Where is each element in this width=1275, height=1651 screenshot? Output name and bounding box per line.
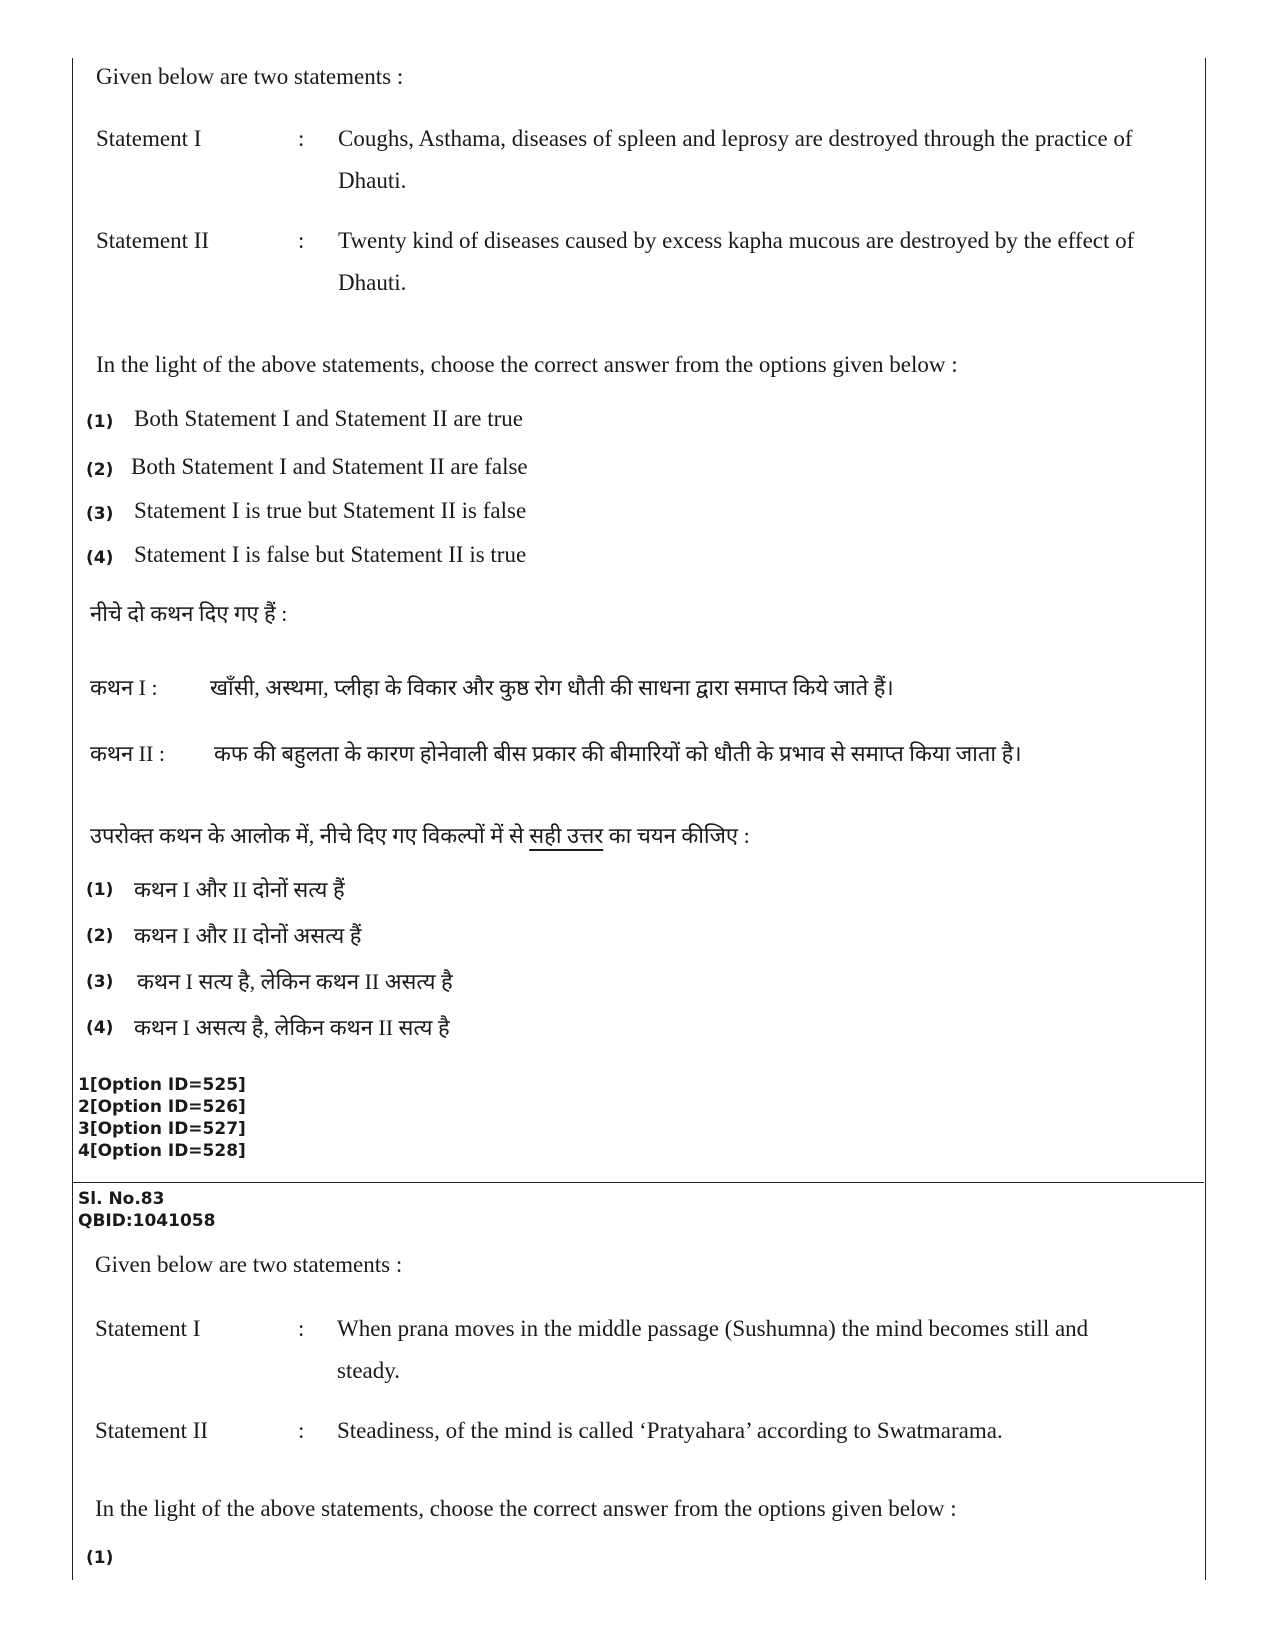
q82-statement-1-colon: : [298, 126, 305, 151]
question-separator [72, 1182, 1204, 1183]
q82-hindi-prompt [90, 820, 750, 850]
q82-hindi-option-2-text: कथन I और II दोनों असत्य हैं [134, 923, 362, 948]
q82-option-id-1: 1[Option ID=525] [78, 1075, 246, 1095]
q82-option-3-text: Statement I is true but Statement II is false [134, 498, 527, 523]
q82-hindi-statement-2-label: कथन II : [90, 741, 165, 766]
q83-statement-2-text: Steadiness, of the mind is called ‘Pratyahara’ according to Swatmarama. [337, 1418, 1003, 1443]
q82-option-4-number: (4) [86, 548, 114, 568]
q83-statement-1-text: When prana moves in the middle passage (Sushumna) the mind becomes still and steady. [337, 1316, 1089, 1383]
q82-statement-2-text: Twenty kind of diseases caused by excess kapha mucous are destroyed by the effect of Dhauti. [338, 228, 1135, 295]
q82-option-id-4: 4[Option ID=528] [78, 1141, 246, 1161]
q82-statement-1-text: Coughs, Asthama, diseases of spleen and leprosy are destroyed through the practice of Dhauti. [338, 126, 1133, 193]
q82-hindi-option-4-number: (4) [86, 1018, 114, 1038]
q83-statement-1-colon: : [298, 1316, 305, 1341]
q82-option-id-2: 2[Option ID=526] [78, 1097, 246, 1117]
q83-statement-2-label: Statement II [95, 1418, 209, 1443]
q82-statement-2-label: Statement II [96, 228, 210, 253]
q82-hindi-statement-1-label: कथन I : [90, 675, 158, 700]
q82-option-2-number: (2) [86, 460, 114, 480]
q83-statement-1-label: Statement I [95, 1316, 201, 1341]
q83-intro: Given below are two statements : [95, 1252, 403, 1277]
q82-hindi-option-4-text: कथन I असत्य है, लेकिन कथन II सत्य है [134, 1015, 450, 1040]
q83-qbid: QBID:1041058 [78, 1211, 216, 1231]
q82-prompt: In the light of the above statements, choose the correct answer from the options given below : [96, 352, 958, 377]
q82-option-3-number: (3) [86, 504, 114, 524]
q83-prompt: In the light of the above statements, choose the correct answer from the options given below : [95, 1496, 957, 1521]
q82-hindi-intro: नीचे दो कथन दिए गए हैं : [90, 601, 288, 626]
q82-hindi-prompt-end: का चयन कीजिए : [603, 823, 750, 848]
q82-hindi-option-1-number: (1) [86, 880, 114, 900]
q82-option-1-text: Both Statement I and Statement II are true [134, 406, 523, 431]
q82-statement-1-label: Statement I [96, 126, 202, 151]
q82-hindi-statement-2-text: कफ की बहुलता के कारण होनेवाली बीस प्रकार की बीमारियों को धौती के प्रभाव से समाप्त किया जाता है। [214, 741, 1022, 766]
q82-intro: Given below are two statements : [96, 64, 404, 89]
q83-serial-number: Sl. No.83 [78, 1189, 165, 1209]
q82-hindi-option-2-number: (2) [86, 926, 114, 946]
q82-option-2-text: Both Statement I and Statement II are false [131, 454, 528, 479]
q82-statement-2-colon: : [298, 228, 305, 253]
q82-hindi-prompt-start: उपरोक्त कथन के आलोक में, नीचे दिए गए विकल्पों में से [90, 823, 530, 848]
q82-hindi-prompt-underlined: सही उत्तर [529, 823, 604, 848]
q82-hindi-option-1-text: कथन I और II दोनों सत्य हैं [134, 877, 345, 902]
q82-hindi-statement-1-text: खाँसी, अस्थमा, प्लीहा के विकार और कुष्ठ रोग धौती की साधना द्वारा समाप्त किये जाते हैं। [210, 675, 894, 700]
q82-hindi-option-3-number: (3) [86, 972, 114, 992]
q82-hindi-option-3-text: कथन I सत्य है, लेकिन कथन II असत्य है [137, 969, 453, 994]
q83-option-1-number: (1) [86, 1548, 114, 1568]
q82-option-1-number: (1) [86, 412, 114, 432]
q83-statement-2-colon: : [298, 1418, 305, 1443]
q82-option-4-text: Statement I is false but Statement II is true [134, 542, 527, 567]
q82-option-id-3: 3[Option ID=527] [78, 1119, 246, 1139]
